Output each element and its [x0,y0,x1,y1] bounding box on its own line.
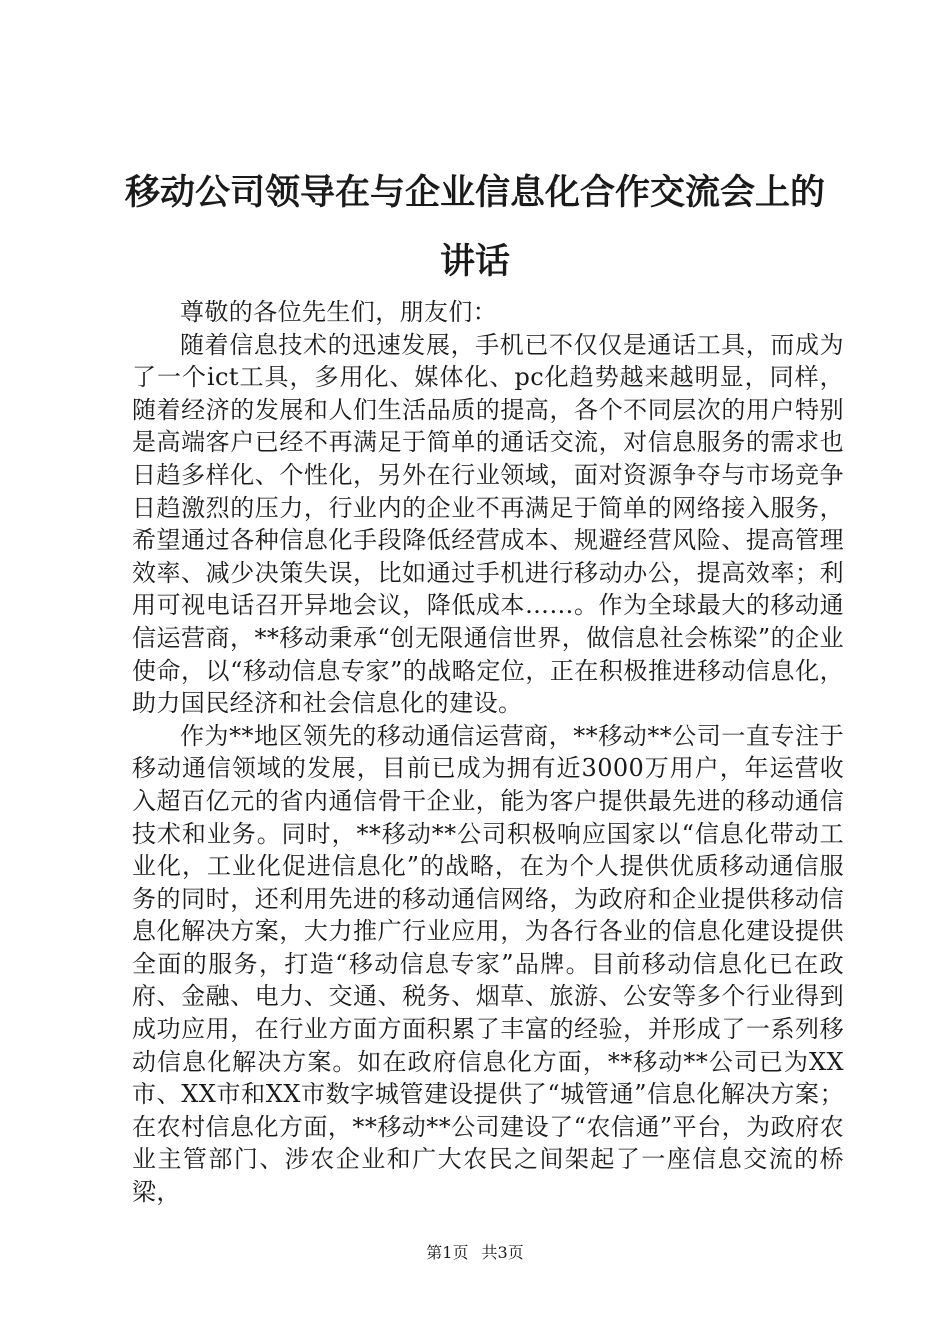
page-footer [0,1243,950,1263]
body-paragraph-2: 作为**地区领先的移动通信运营商，**移动**公司一直专注于移动通信领域的发展，目前已成为拥有近3000万用户，年运营收入超百亿元的省内通信骨干企业，能为客户提供最先进的移动通信技术和业务。同时，**移动**公司积极响应国家以“信息化带动工业化，工业化促进信息化”的战略，在为个人提供优质移动通信服务的同时，还利用先进的移动通信网络，为政府和企业提供移动信息化解决方案，大力推广行业应用，为各行各业的信息化建设提供全面的服务，打造“移动信息专家”品牌。目前移动信息化已在政府、金融、电力、交通、税务、烟草、旅游、公安等多个行业得到成功应用，在行业方面方面积累了丰富的经验，并形成了一系列移动信息化解决方案。如在政府信息化方面，**移动**公司已为XX市、XX市和XX市数字城管建设提供了“城管通”信息化解决方案；在农村信息化方面，**移动**公司建设了“农信通”平台，为政府农业主管部门、涉农企业和广大农民之间架起了一座信息交流的桥梁， [132,721,844,1207]
body-paragraph-1: 随着信息技术的迅速发展，手机已不仅仅是通话工具，而成为了一个ict工具，多用化、媒体化、pc化趋势越来越明显，同样，随着经济的发展和人们生活品质的提高，各个不同层次的用户特别是高端客户已经不再满足于简单的通话交流，对信息服务的需求也日趋多样化、个性化，另外在行业领域，面对资源争夺与市场竞争日趋激烈的压力，行业内的企业不再满足于简单的网络接入服务，希望通过各种信息化手段降低经营成本、规避经营风险、提高管理效率、减少决策失误，比如通过手机进行移动办公，提高效率；利用可视电话召开异地会议，降低成本……。作为全球最大的移动通信运营商，**移动秉承“创无限通信世界，做信息社会栋梁”的企业使命，以“移动信息专家”的战略定位，正在积极推进移动信息化，助力国民经济和社会信息化的建设。 [132,330,844,718]
page-total: 共3页 [481,1243,524,1262]
document-body [132,296,844,1209]
page-number: 第1页 [426,1243,469,1262]
salutation-paragraph: 尊敬的各位先生们，朋友们： [180,298,498,326]
document-title: 移动公司领导在与企业信息化合作交流会上的讲话 [124,172,825,282]
